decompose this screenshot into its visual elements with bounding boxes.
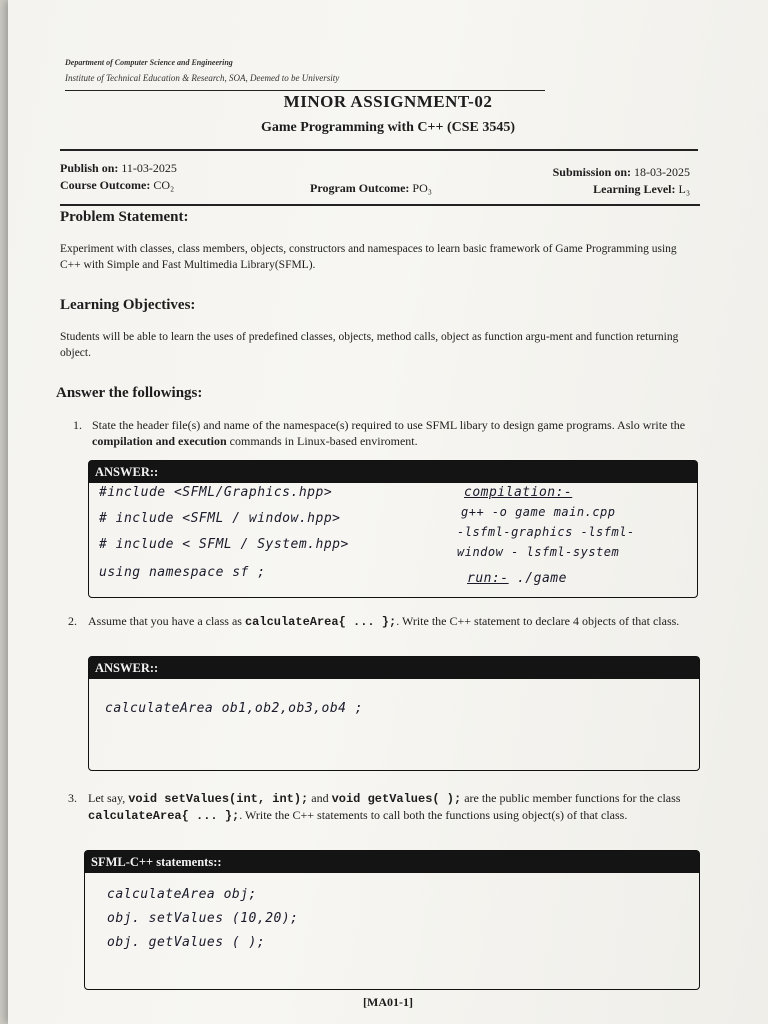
- title-rule: [60, 149, 698, 151]
- answer-2-box: [88, 656, 700, 771]
- objectives-heading: Learning Objectives:: [60, 297, 196, 313]
- department-name: Department of Computer Science and Engineering: [65, 58, 233, 67]
- objectives-text: Students will be able to learn the uses of predefined classes, objects, method calls, object as function argu-ment and function returning object.: [60, 331, 679, 359]
- run-command: run:- ./game: [467, 571, 567, 586]
- answer-3-line-3: obj. getValues ( );: [107, 935, 266, 950]
- answer-1-line-1: #include <SFML/Graphics.hpp>: [99, 485, 333, 500]
- question-3-text: Let say, void setValues(int, int); and void getValues( ); are the public member functions for the class calculateArea{ ... };. Write the C++ statements to call both the functions using object(s) of that class.: [88, 791, 681, 823]
- page-footer: [MA01-1]: [363, 995, 413, 1009]
- compile-line-1: g++ -o game main.cpp: [461, 505, 616, 519]
- problem-heading: Problem Statement:: [60, 209, 189, 225]
- answer-1-label: ANSWER::: [89, 461, 697, 483]
- document-page: [8, 0, 768, 1024]
- question-2-number: 2.: [68, 614, 77, 628]
- course-outcome: Course Outcome: CO₂: [60, 178, 175, 192]
- question-1-number: 1.: [73, 418, 82, 432]
- answer-1-line-3: # include < SFML / System.hpp>: [99, 537, 349, 552]
- header-rule: [65, 90, 545, 91]
- meta-rule: [60, 204, 700, 206]
- publish-date: Publish on: 11-03-2025: [60, 161, 177, 175]
- compile-line-3: window - lsfml-system: [457, 545, 620, 559]
- compilation-label: compilation:-: [464, 485, 573, 500]
- answer-3-line-2: obj. setValues (10,20);: [107, 911, 299, 926]
- question-3-number: 3.: [68, 791, 77, 805]
- submission-date: Submission on: 18-03-2025: [552, 165, 690, 179]
- question-1-text: State the header file(s) and name of the namespace(s) required to use SFML libary to design game programs. Aslo write the compilation and execution commands in Linux-based enviroment.: [92, 418, 686, 448]
- compile-line-2: -lsfml-graphics -lsfml-: [457, 525, 635, 539]
- answers-heading: Answer the followings:: [56, 385, 203, 401]
- problem-text: Experiment with classes, class members, objects, constructors and namespaces to learn basic framework of Game Programming using C++ with Simple and Fast Multimedia Library(SFML).: [60, 243, 677, 271]
- assignment-title: MINOR ASSIGNMENT-02: [283, 92, 493, 111]
- answer-2-label: ANSWER::: [89, 657, 699, 679]
- answer-3-box: [84, 850, 700, 990]
- question-2-text: Assume that you have a class as calculateArea{ ... };. Write the C++ statement to declare 4 objects of that class.: [88, 614, 680, 629]
- answer-2-line: calculateArea ob1,ob2,ob3,ob4 ;: [105, 701, 364, 716]
- answer-3-line-1: calculateArea obj;: [107, 887, 257, 902]
- answer-1-line-4: using namespace sf ;: [99, 565, 266, 580]
- answer-1-line-2: # include <SFML / window.hpp>: [99, 511, 341, 526]
- answer-3-label: SFML-C++ statements::: [85, 851, 699, 873]
- institute-name: Institute of Technical Education & Research, SOA, Deemed to be University: [65, 73, 340, 83]
- program-outcome: Program Outcome: PO₃: [310, 181, 432, 195]
- answer-1-box: [88, 460, 698, 598]
- learning-level: Learning Level: L₃: [593, 182, 690, 196]
- course-subtitle: Game Programming with C++ (CSE 3545): [260, 120, 516, 135]
